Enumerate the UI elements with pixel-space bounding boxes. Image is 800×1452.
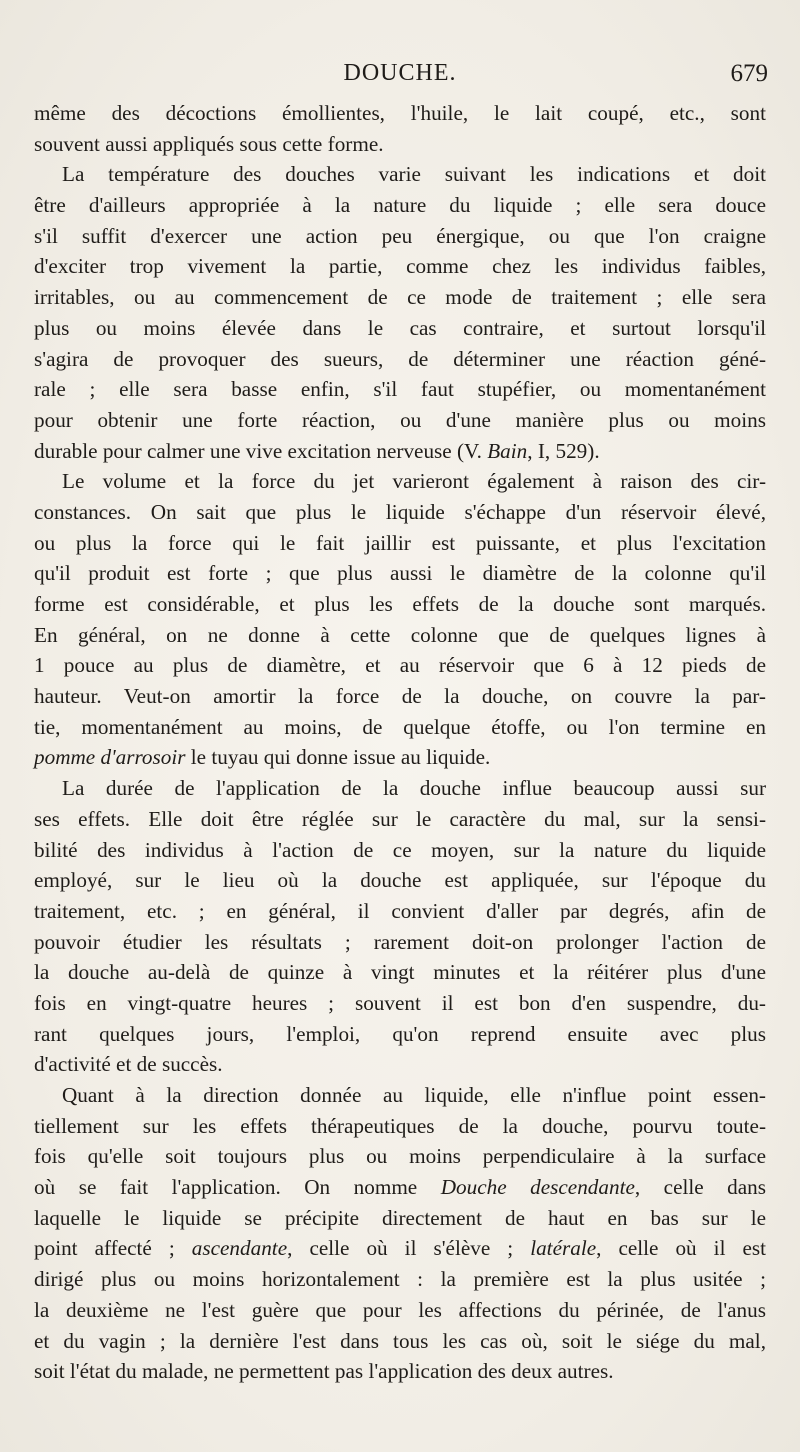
italic-term: pomme d'arrosoir [34, 745, 186, 770]
italic-term: ascendante [191, 1236, 288, 1261]
page-header [0, 60, 800, 92]
text-line: pour obtenir une forte réaction, ou d'une manière plus ou moins [34, 407, 766, 432]
text-line: hauteur. Veut-on amortir la force de la douche, on couvre la par- [34, 684, 766, 709]
text-line: tiellement sur les effets thérapeutiques de la douche, pourvu toute- [34, 1113, 766, 1138]
text-line: et du vagin ; la dernière l'est dans tous les cas où, soit le siége du mal, [34, 1328, 766, 1353]
text-line [34, 1233, 766, 1264]
text-run: point affecté ; [34, 1236, 192, 1261]
text-line: la deuxième ne l'est guère que pour les affections du périnée, de l'anus [34, 1297, 766, 1322]
text-line: fois en vingt-quatre heures ; souvent il est bon d'en suspendre, du- [34, 990, 766, 1015]
text-line [34, 436, 766, 467]
text-line: En général, on ne donne à cette colonne que de quelques lignes à [34, 622, 766, 647]
text-run: , I, 529). [527, 438, 600, 463]
text-run: durable pour calmer une vive excitation nerveuse (V. [34, 438, 488, 463]
text-run: le tuyau qui donne issue au liquide. [185, 745, 491, 770]
text-line: dirigé plus ou moins horizontalement : la première est la plus usitée ; [34, 1267, 766, 1292]
text-line: constances. On sait que plus le liquide s'échappe d'un réservoir élevé, [34, 499, 766, 524]
text-line: fois qu'elle soit toujours plus ou moins perpendiculaire à la surface [34, 1144, 766, 1169]
text-run: , celle où il est [596, 1236, 767, 1261]
text-line: rant quelques jours, l'emploi, qu'on reprend ensuite avec plus [34, 1021, 766, 1046]
text-line: irritables, ou au commencement de ce mode de traitement ; elle sera [34, 285, 766, 310]
text-line: ou plus la force qui le fait jaillir est puissante, et plus l'excitation [34, 530, 766, 555]
text-line: Quant à la direction donnée au liquide, elle n'influe point essen- [62, 1083, 766, 1107]
text-line: traitement, etc. ; en général, il convient d'aller par degrés, afin de [34, 898, 766, 923]
text-line: souvent aussi appliqués sous cette forme. [34, 131, 384, 156]
text-line: ses effets. Elle doit être réglée sur le caractère du mal, sur la sensi- [34, 806, 766, 831]
text-line: La durée de l'application de la douche influe beaucoup aussi sur [62, 776, 766, 801]
running-head: DOUCHE. [343, 60, 457, 86]
text-line: pouvoir étudier les résultats ; rarement doit-on prolonger l'action de [34, 929, 766, 954]
italic-term: Douche descendante [440, 1175, 635, 1200]
body-text [34, 98, 766, 1387]
text-run: , celle dans [634, 1175, 767, 1200]
page-number: 679 [730, 60, 768, 87]
text-line: 1 pouce au plus de diamètre, et au réservoir que 6 à 12 pieds de [34, 653, 766, 678]
text-line: qu'il produit est forte ; que plus aussi le diamètre de la colonne qu'il [34, 561, 766, 586]
text-line: bilité des individus à l'action de ce moyen, sur la nature du liquide [34, 837, 766, 862]
text-line: la douche au-delà de quinze à vingt minutes et la réitérer plus d'une [34, 960, 766, 985]
text-line: employé, sur le lieu où la douche est appliquée, sur l'époque du [34, 868, 766, 893]
text-line: forme est considérable, et plus les effets de la douche sont marqués. [34, 592, 766, 616]
text-run: où se fait l'application. On nomme [34, 1175, 441, 1200]
text-run: , celle où il s'élève ; [287, 1236, 531, 1261]
text-line: laquelle le liquide se précipite directement de haut en bas sur le [34, 1205, 766, 1230]
text-line: d'activité et de succès. [34, 1052, 223, 1077]
text-line: soit l'état du malade, ne permettent pas l'application des deux autres. [34, 1359, 614, 1384]
text-line [34, 1172, 766, 1203]
italic-term: Bain [487, 438, 528, 463]
text-line [34, 742, 766, 773]
text-line: même des décoctions émollientes, l'huile, le lait coupé, etc., sont [34, 101, 766, 125]
text-line: s'agira de provoquer des sueurs, de déterminer une réaction géné- [34, 346, 766, 371]
text-line: être d'ailleurs appropriée à la nature du liquide ; elle sera douce [34, 193, 766, 218]
text-line: Le volume et la force du jet varieront également à raison des cir- [62, 469, 766, 494]
text-line: tie, momentanément au moins, de quelque étoffe, ou l'on termine en [34, 714, 766, 739]
italic-term: latérale [530, 1236, 597, 1261]
text-line: rale ; elle sera basse enfin, s'il faut stupéfier, ou momentanément [34, 377, 766, 402]
text-line: d'exciter trop vivement la partie, comme chez les individus faibles, [34, 254, 766, 279]
text-line: La température des douches varie suivant les indications et doit [62, 162, 766, 187]
text-line: plus ou moins élevée dans le cas contraire, et surtout lorsqu'il [34, 315, 766, 340]
text-line: s'il suffit d'exercer une action peu énergique, ou que l'on craigne [34, 223, 766, 248]
